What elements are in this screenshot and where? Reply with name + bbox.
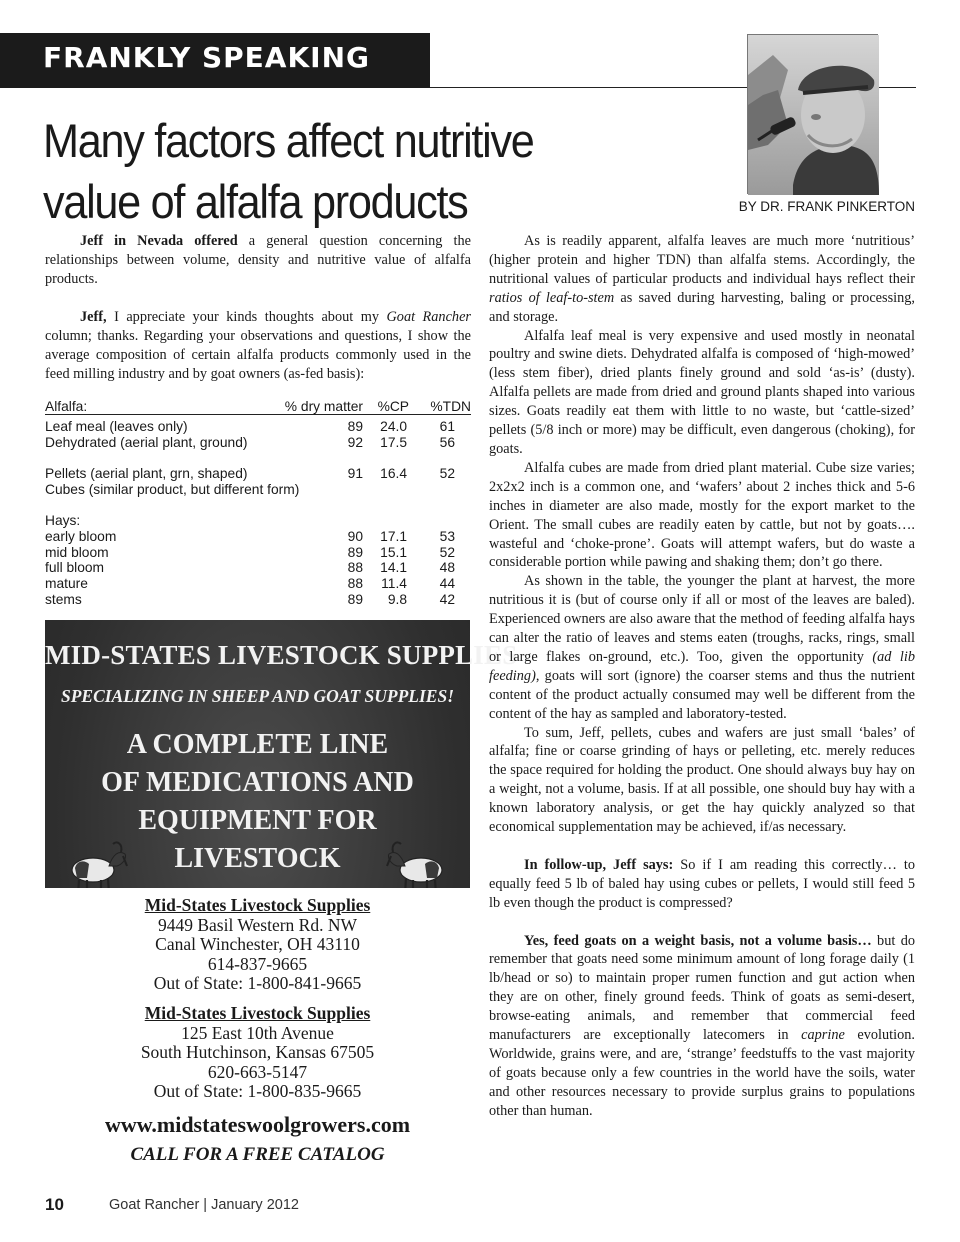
page-number: 10 (45, 1195, 64, 1214)
ad-header (45, 620, 518, 890)
advertisement (45, 620, 518, 1177)
ad-title: MID-STATES LIVESTOCK SUPPLIES (45, 640, 518, 670)
table-cell: 90 (347, 528, 363, 544)
table-row (45, 419, 471, 435)
table-cell: 42 (439, 591, 455, 607)
location-ohio (45, 896, 470, 994)
phone-number: 614-837-9665 (207, 953, 308, 974)
right-paragraph-6: In follow-up, Jeff says: So if I am reading this correctly… to equally feed 5 lb of baled hay using cubes or pellets, I would still feed 5 lb even though the product is compressed? (489, 856, 915, 911)
address-line: South Hutchinson, Kansas 67505 (140, 1042, 375, 1062)
ad-headline-line: EQUIPMENT FOR (138, 805, 377, 836)
right-paragraph-7: Yes, feed goats on a weight basis, not a volume basis… but do remember that goats need some minimum amount of long forage daily (1 lb/head or so) to maintain proper rumen function and gut action when they are on other, finely ground feeds. Think of goats as semi-desert, browse-eating animals, and remember that commercial feed manufacturers are exceptionally latecomers in caprine evolution. Worldwide, grains were, and are, ‘strange’ feedstuffs to the vast majority of goats because only a few countries in the world have the soils, water and other resources necessary to provide surplus grains to populations other than human. (489, 932, 915, 1119)
headline-line-1: Many factors affect nutritive (43, 114, 534, 167)
lead-in: Jeff, (80, 309, 107, 325)
company-name: Mid-States Livestock Supplies (144, 1003, 371, 1023)
alfalfa-composition-table (45, 399, 471, 607)
table-cell: 17.1 (380, 528, 407, 544)
table-cell: Hays: (45, 513, 81, 529)
table-row (45, 513, 471, 529)
address-line: Canal Winchester, OH 43110 (155, 934, 360, 954)
right-paragraph-2: Alfalfa leaf meal is very expensive and used mostly in neonatal poultry and swine diets. Dehydrated alfalfa is composed of ‘high-mowed’ (less stem fiber), dried plants finely ground and sold ‘as-is’ (dusty). Alfalfa pellets are made from dried and ground plants shaped into various sizes. Goats readily eat them with little to no waste, but ‘cattle-sized’ pellets (5/8 inch or more) may be difficult, even dangerous (choking), for goats. (489, 327, 915, 457)
table-header: %CP (377, 399, 409, 414)
table-cell: 88 (347, 575, 363, 591)
table-header-row (45, 399, 471, 415)
right-paragraph-1: As is readily apparent, alfalfa leaves are much more ‘nutritious’ (higher protein and higher TDN) than alfalfa stems. Accordingly, the nutritional values of particular products and individual hays reflect their ratios of leaf-to-stem as saved during harvesting, baling or processing, and storage. (489, 233, 915, 325)
left-column (45, 232, 471, 384)
table-cell: 17.5 (380, 434, 407, 450)
table-cell: 48 (439, 560, 455, 576)
headline-line-2: value of alfalfa products (43, 175, 468, 228)
right-paragraph-4: As shown in the table, the younger the plant at harvest, the more nutritious it is (but of course only if all or most of the leaves are baled). Experienced owners are also aware that the method of feeding alfalfa hays can alter the ratio of leaves and stems eaten (troughs, racks, rings, small or large flakes on-ground, etc.). Too, given the opportunity (ad lib feeding), goats will sort (ignore) the coarser stems and thus the nutrient content of the product actually consumed may well be different from the content of the hay as sampled and laboratory-tested. (489, 573, 915, 722)
table-cell: Leaf meal (leaves only) (45, 419, 188, 434)
phone-number: 620-663-5147 (207, 1061, 308, 1082)
table-header: % dry matter (284, 399, 363, 414)
table-row (45, 435, 471, 451)
table-cell: Pellets (aerial plant, grn, shaped) (45, 466, 248, 482)
table-row (45, 592, 471, 608)
left-paragraph-1: Jeff in Nevada offered a general question concerning the relationships between volume, density and nutritive value of alfalfa products. (45, 233, 471, 287)
table-header: Alfalfa: (45, 399, 88, 414)
table-header: %TDN (430, 399, 471, 414)
right-paragraph-3: Alfalfa cubes are made from dried plant material. Cube size varies; 2x2x2 inch is a common one, and ‘wafers’ about 2 inches thick and 5-6 inches in diameter are also made, mostly for the export market to the Orient. The small cubes are readily eaten by cattle, but not by goats…. wasteful and ‘choke-prone’. Goats will attempt wafers, but do waste a considerable portion while pawing and shaking them; don’t go there. (489, 459, 915, 571)
table-cell: mid bloom (45, 544, 109, 560)
lead-in: In follow-up, Jeff says: (524, 856, 674, 873)
table-cell: 16.4 (380, 466, 407, 482)
table-group-gap (45, 450, 471, 466)
table-cell: 56 (439, 434, 455, 450)
table-cell: 15.1 (380, 544, 407, 560)
publication-info: Goat Rancher | January 2012 (109, 1197, 299, 1213)
emphasis: (ad lib feeding) (489, 648, 915, 684)
table-row (45, 545, 471, 561)
table-cell: early bloom (45, 528, 117, 544)
table-cell: 89 (347, 544, 363, 560)
lead-in: Yes, feed goats on a weight basis, not a volume basis… (524, 932, 872, 949)
table-cell: 52 (439, 466, 455, 482)
table-cell: 24.0 (380, 419, 407, 434)
table-row (45, 482, 471, 498)
website-link[interactable]: www.midstateswoolgrowers.com (104, 1112, 411, 1137)
ad-headline-line: LIVESTOCK (174, 843, 341, 874)
ad-contact-panel (45, 888, 470, 1177)
section-title: FRANKLY SPEAKING (43, 41, 371, 74)
table-row (45, 466, 471, 482)
table-cell: 14.1 (380, 560, 407, 576)
toll-free-number: Out of State: 1-800-835-9665 (153, 1081, 362, 1101)
table-cell: 44 (439, 575, 455, 591)
table-group-gap (45, 497, 471, 513)
toll-free-number: Out of State: 1-800-841-9665 (153, 973, 362, 993)
column-name: Goat Rancher (386, 309, 471, 325)
table-body (45, 419, 471, 607)
catalog-cta: CALL FOR A FREE CATALOG (130, 1144, 385, 1165)
author-photo-image (748, 35, 879, 195)
byline: BY DR. FRANK PINKERTON (738, 199, 915, 214)
table-cell: 88 (347, 560, 363, 576)
table-cell: 92 (347, 434, 363, 450)
address-line: 9449 Basil Western Rd. NW (157, 914, 357, 935)
table-row (45, 576, 471, 592)
table-cell: 89 (347, 419, 363, 434)
table-cell: 89 (347, 591, 363, 607)
ad-headline-line: OF MEDICATIONS AND (101, 767, 414, 798)
table-cell: stems (45, 591, 82, 607)
author-photo (747, 34, 878, 194)
table-row (45, 560, 471, 576)
location-kansas (45, 1004, 470, 1102)
table-cell: 91 (347, 466, 363, 482)
headline (43, 110, 595, 232)
company-name: Mid-States Livestock Supplies (144, 895, 371, 915)
lead-in: Jeff in Nevada offered (80, 233, 238, 249)
emphasis: caprine (801, 1027, 845, 1044)
table-cell: 11.4 (381, 575, 407, 591)
table-cell: 52 (439, 544, 455, 560)
table-cell: mature (45, 575, 88, 591)
right-paragraph-5: To sum, Jeff, pellets, cubes and wafers are just small ‘bales’ of alfalfa; fine or coarse grinding of hays or pelleting, etc. merely reduces the space required for holding the product. One should always buy hay on a weight, not a volume, basis. If at all possible, one should buy hay with a known laboratory analysis, or get the hay quickly analyzed so that economical supplementation may be achieved, if/as necessary. (489, 724, 915, 836)
table-cell: 61 (439, 419, 455, 434)
ad-tagline: SPECIALIZING IN SHEEP AND GOAT SUPPLIES! (60, 686, 454, 706)
table-cell: Cubes (similar product, but different form) (45, 481, 300, 497)
table-row (45, 529, 471, 545)
table-cell: full bloom (45, 560, 105, 576)
table-cell: 53 (439, 528, 455, 544)
emphasis: ratios of leaf-to-stem (489, 289, 615, 306)
section-banner (0, 33, 430, 88)
right-column (489, 232, 915, 1121)
left-paragraph-2: Jeff, I appreciate your kinds thoughts about my Goat Rancher column; thanks. Regarding your observations and questions, I show the average composition of certain alfalfa products commonly used in the feed milling industry and by goat owners (as-fed basis): (45, 309, 471, 382)
table-cell: Dehydrated (aerial plant, ground) (45, 434, 248, 450)
address-line: 125 East 10th Avenue (181, 1022, 334, 1043)
page-footer (45, 1195, 299, 1215)
ad-headline-line: A COMPLETE LINE (126, 729, 389, 760)
table-cell: 9.8 (387, 591, 407, 607)
